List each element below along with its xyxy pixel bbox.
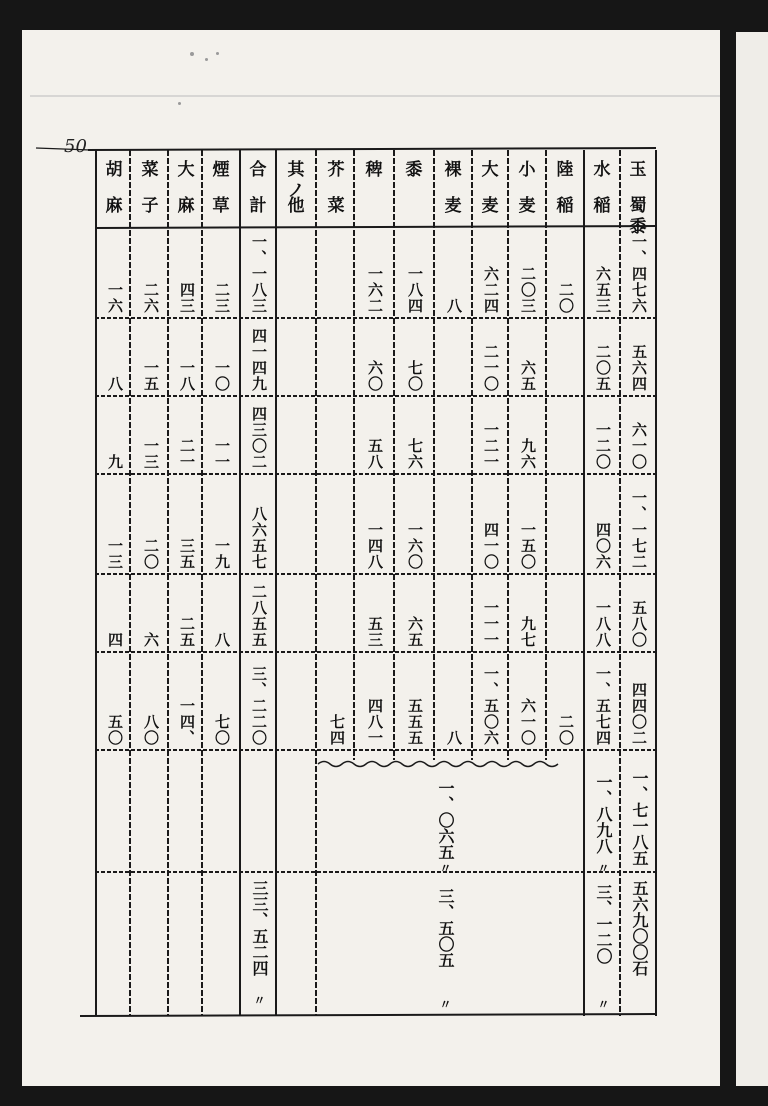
cell-hie: 六〇 [366, 360, 384, 392]
cell-karashi [320, 324, 354, 392]
cell-sonota [280, 480, 314, 570]
cell-daima: 二五 [178, 616, 196, 648]
cell-kibi: 七〇 [406, 360, 424, 392]
cell-tabako: 一〇 [213, 360, 231, 392]
cell-hadakamugi [437, 580, 471, 648]
cell-hie: 一四八 [366, 522, 384, 570]
cell-natane: 八〇 [142, 714, 160, 746]
subtotal-suito: 一、八九八 [594, 774, 613, 854]
cell-suito: 一、五七四 [594, 666, 612, 746]
cell-hadakamugi [437, 402, 471, 470]
cell-goma: 五〇 [106, 714, 124, 746]
total-suito: 三、一二〇 [594, 884, 613, 964]
cell-goma: 九 [106, 454, 124, 470]
cell-goma: 一三 [106, 538, 124, 570]
cell-yushushu: 四四〇二 [630, 682, 648, 746]
cell-komugi: 一五〇 [519, 522, 537, 570]
cell-sonota [280, 402, 314, 470]
cell-kibi: 七六 [406, 438, 424, 470]
total-goukei: 三三、五二四 [250, 880, 269, 976]
cell-omugi: 六二四 [482, 266, 500, 314]
cell-karashi [320, 402, 354, 470]
cell-sonota [280, 658, 314, 746]
cell-karashi [320, 480, 354, 570]
cell-hadakamugi [437, 480, 471, 570]
cell-hie: 五八 [366, 438, 384, 470]
subtotal-ditto-mark: 〃 [596, 862, 610, 874]
cell-karashi [320, 234, 354, 314]
cell-daima: 一四、 [178, 698, 196, 746]
cell-sonota [280, 580, 314, 648]
cell-suito: 一八八 [594, 600, 612, 648]
cell-komugi: 六五 [519, 360, 537, 392]
cell-hadakamugi: 八 [445, 298, 463, 314]
cell-daima: 一八 [178, 360, 196, 392]
total-ditto-mark: 〃 [252, 994, 266, 1006]
cell-kibi: 一六〇 [406, 522, 424, 570]
cell-hadakamugi [437, 324, 471, 392]
cell-kibi: 五五五 [406, 698, 424, 746]
cell-tabako: 一一 [213, 438, 231, 470]
cell-karashi: 七四 [328, 714, 346, 746]
cell-omugi: 一、五〇六 [482, 666, 500, 746]
total-ditto-mark: 〃 [596, 998, 610, 1010]
cell-tabako: 七〇 [213, 714, 231, 746]
subtotal-yushushu: 一、七一八五 [630, 770, 649, 866]
cell-suito: 四〇六 [594, 522, 612, 570]
cell-yushushu: 一、一七二 [630, 490, 648, 570]
cell-suito: 一二〇 [594, 422, 612, 470]
cell-rikuto [549, 480, 583, 570]
cell-natane: 二六 [142, 282, 160, 314]
subtotal-hie-group: 一、〇六五 [436, 780, 455, 860]
cell-kibi: 一八四 [406, 266, 424, 314]
total-hie-group: 三、五〇五 [436, 888, 455, 968]
cell-rikuto [549, 324, 583, 392]
cell-rikuto: 二〇 [557, 714, 575, 746]
cell-yushushu: 五八〇 [630, 600, 648, 648]
subtotal-ditto-mark: 〃 [438, 862, 452, 874]
total-ditto-mark: 〃 [438, 998, 452, 1010]
cell-hie: 一六二 [366, 266, 384, 314]
cell-goukei: 二八五五 [250, 584, 268, 648]
cell-goma: 四 [106, 632, 124, 648]
total-yushushu: 五六九〇〇石 [630, 880, 649, 976]
cell-goma: 八 [106, 376, 124, 392]
cell-goukei: 八六五七 [250, 506, 268, 570]
cell-sonota [280, 324, 314, 392]
cell-omugi: 四一〇 [482, 522, 500, 570]
cell-suito: 二〇五 [594, 344, 612, 392]
cell-yushushu: 五六四 [630, 344, 648, 392]
cell-karashi [320, 580, 354, 648]
cell-rikuto [549, 402, 583, 470]
cell-hadakamugi: 八 [445, 730, 463, 746]
cell-komugi: 九七 [519, 616, 537, 648]
cell-kibi: 六五 [406, 616, 424, 648]
cell-rikuto [549, 580, 583, 648]
cell-komugi: 九六 [519, 438, 537, 470]
cell-natane: 六 [142, 632, 160, 648]
cell-daima: 二一 [178, 438, 196, 470]
cell-tabako: 八 [213, 632, 231, 648]
cell-natane: 二〇 [142, 538, 160, 570]
cell-daima: 四三 [178, 282, 196, 314]
cell-komugi: 六一〇 [519, 698, 537, 746]
cell-natane: 一三 [142, 438, 160, 470]
cell-goukei: 三、二二〇 [250, 666, 268, 746]
cell-omugi: 一一一 [482, 600, 500, 648]
cell-goukei: 四三〇二 [250, 406, 268, 470]
cell-omugi: 一二一 [482, 422, 500, 470]
cell-tabako: 一九 [213, 538, 231, 570]
cell-suito: 六五三 [594, 266, 612, 314]
cell-goukei: 一、一八三 [250, 234, 268, 314]
page-number: 50 [64, 136, 87, 157]
cell-sonota [280, 234, 314, 314]
cell-natane: 一五 [142, 360, 160, 392]
cell-hie: 四八一 [366, 698, 384, 746]
cell-komugi: 二〇三 [519, 266, 537, 314]
cell-goukei: 四一四九 [250, 328, 268, 392]
cell-daima: 三五 [178, 538, 196, 570]
cell-yushushu: 六一〇 [630, 422, 648, 470]
cell-yushushu: 一、四七六 [630, 234, 648, 314]
cell-rikuto: 二〇 [557, 282, 575, 314]
cell-tabako: 二三 [213, 282, 231, 314]
cell-omugi: 二一〇 [482, 344, 500, 392]
cell-hie: 五三 [366, 616, 384, 648]
cell-goma: 一六 [106, 282, 124, 314]
